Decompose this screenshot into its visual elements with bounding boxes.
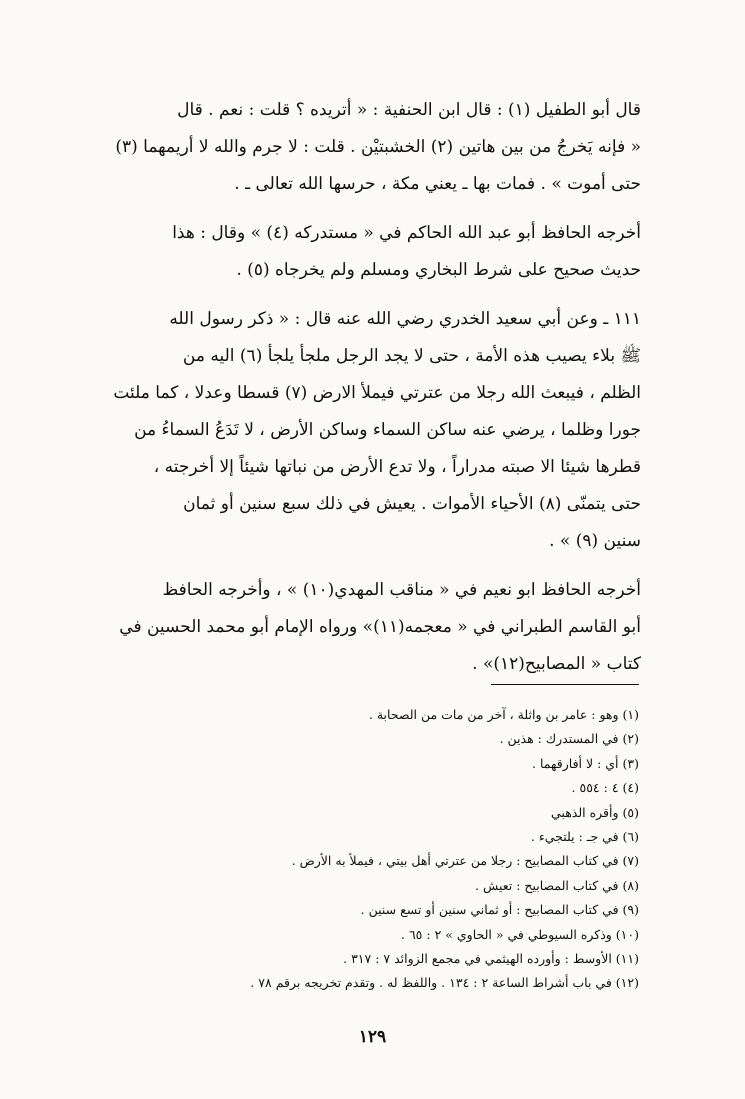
footnote-6: (٦) في جـ : يلتجيء . <box>530 829 639 845</box>
footnote-1: (١) وهو : عامر بن واثلة ، آخر من مات من الصحابة . <box>368 707 639 722</box>
footnote-5: (٥) وأقره الذهبي <box>551 804 639 820</box>
text-line: حديث صحيح على شرط البخاري ومسلم ولم يخرجاه (٥) . <box>236 260 641 280</box>
footnote-7: (٧) في كتاب المصابيح : رجلا من عترتي أهل بيتي ، فيملأ به الأرض . <box>291 853 639 869</box>
text-line: حتى أموت » . فمات بها ـ يعني مكة ، حرسها الله تعالى ـ . <box>234 174 641 194</box>
text-line: أخرجه الحافظ ابو نعيم في « مناقب المهدي(١٠) » ، وأخرجه الحافظ <box>162 580 641 600</box>
paragraph-hadith-111 <box>109 301 641 560</box>
text-line: أخرجه الحافظ أبو عبد الله الحاكم في « مستدركه (٤) » وقال : هذا <box>172 223 641 243</box>
footnote-12: (١٢) في باب أشراط الساعة ٢ : ١٣٤ . واللفظ له . وتقدم تخريجه برقم ٧٨ . <box>250 975 639 991</box>
footnote-2: (٢) في المستدرك : هذين . <box>499 731 639 747</box>
text-line: جورا وظلما ، يرضي عنه ساكن السماء وساكن الأرض ، لا تَدَعُ السماءُ من <box>134 420 641 440</box>
footnote-3: (٣) أي : لا أفارقهما . <box>532 755 639 771</box>
page-number: ١٢٩ <box>358 1027 387 1047</box>
footnote-8: (٨) في كتاب المصابيح : تعيش . <box>475 877 639 893</box>
footnote-separator <box>491 684 639 685</box>
footnote-4: (٤) ٤ : ٥٥٤ . <box>571 780 639 796</box>
paragraph-abu-tufayl <box>109 92 641 203</box>
footnote-9: (٩) في كتاب المصابيح : أو ثماني سنين أو تسع سنين . <box>360 902 639 918</box>
text-line: قال أبو الطفيل (١) : قال ابن الحنفية : « أتريده ؟ قلت : نعم . قال <box>177 100 641 120</box>
text-line: ﷺ بلاء يصيب هذه الأمة ، حتى لا يجد الرجل ملجأ يلجأ (٦) اليه من <box>182 346 641 366</box>
text-line: حتى يتمنّى (٨) الأحياء الأموات . يعيش في ذلك سبع سنين أو ثمان <box>183 494 641 514</box>
text-line: الظلم ، فيبعث الله رجلا من عترتي فيملأ الارض (٧) قسطا وعدلا ، كما ملئت <box>113 383 641 403</box>
text-line: ١١١ ـ وعن أبي سعيد الخدري رضي الله عنه قال : « ذكر رسول الله <box>169 309 641 329</box>
footnotes <box>109 703 639 996</box>
footnote-10: (١٠) وذكره السيوطي في « الحاوي » ٢ : ٦٥ . <box>401 926 639 942</box>
text-line: كتاب « المصابيح(١٢)» . <box>472 654 641 674</box>
paragraph-abu-nuaym-takhrij <box>109 572 641 683</box>
text-line: قطرها شيئا الا صبته مدراراً ، ولا تدع الأرض من نباتها شيئاً إلا أخرجته ، <box>153 457 641 477</box>
paragraph-hakim-takhrij <box>109 215 641 289</box>
text-line: سنين (٩) » . <box>549 531 641 551</box>
text-line: أبو القاسم الطبراني في « معجمه(١١)» ورواه الإمام أبو محمد الحسين في <box>119 617 641 637</box>
text-line: « فإنه يَخرجُ من بين هاتين (٢) الخشبتيْن . قلت : لا جرم والله لا أريمهما (٣) <box>115 137 641 157</box>
main-text <box>109 92 641 683</box>
footnote-11: (١١) الأوسط : وأورده الهيثمي في مجمع الزوائد ٧ : ٣١٧ . <box>343 951 639 967</box>
